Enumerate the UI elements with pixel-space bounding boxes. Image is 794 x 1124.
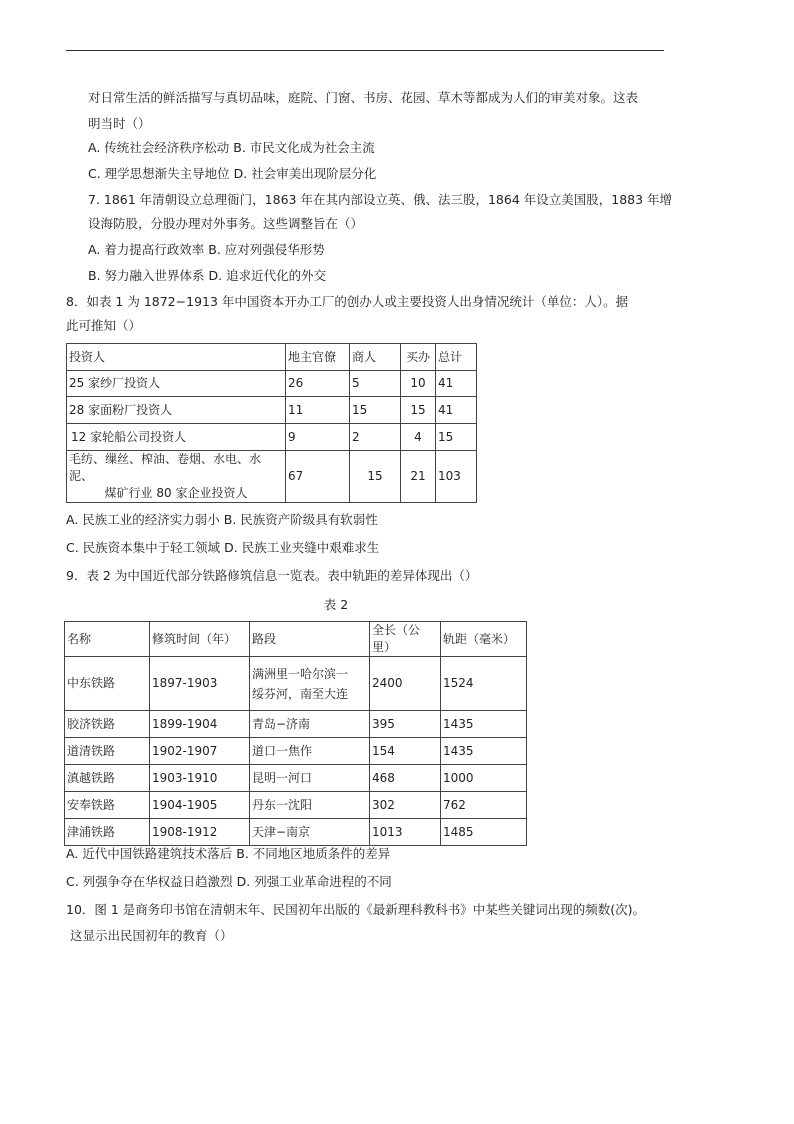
q7-options-cd: B. 努力融入世界体系 D. 追求近代化的外交: [88, 268, 327, 283]
table-cell: 1013: [370, 819, 441, 846]
table-cell: 28 家面粉厂投资人: [67, 397, 286, 424]
table-cell: 4: [401, 424, 436, 451]
q6-continuation-line-2: 明当时（）: [88, 116, 151, 131]
table-row: [67, 397, 477, 424]
header-cell: 总计: [436, 344, 477, 371]
table-2-caption: 表 2: [323, 597, 349, 612]
table-cell: 安奉铁路: [65, 792, 150, 819]
table-row: [65, 765, 527, 792]
table-cell: 395: [370, 711, 441, 738]
header-cell: 修筑时间（年）: [150, 622, 250, 657]
table-cell: 丹东一沈阳: [250, 792, 370, 819]
table-cell: 1899-1904: [150, 711, 250, 738]
cell-text-line: 煤矿行业 80 家企业投资人: [104, 486, 248, 500]
table-row: [65, 792, 527, 819]
table-row: [67, 424, 477, 451]
table-2-railways: [64, 621, 527, 846]
header-cell: 全长（公里）: [370, 622, 441, 657]
header-rule: [66, 50, 664, 51]
table-cell: 5: [350, 371, 401, 397]
table-cell: 道口一焦作: [250, 738, 370, 765]
table-cell: 1000: [441, 765, 527, 792]
header-cell: 路段: [250, 622, 370, 657]
table-cell: 67: [286, 451, 350, 503]
table-cell: 1524: [441, 657, 527, 711]
table-1-investors: [66, 343, 477, 503]
table-cell: 中东铁路: [65, 657, 150, 711]
table-cell: 1902-1907: [150, 738, 250, 765]
header-cell: 投资人: [67, 344, 286, 371]
table-cell: 1897-1903: [150, 657, 250, 711]
header-cell: 商人: [350, 344, 401, 371]
q7-stem-line-1: 7. 1861 年清朝设立总理衙门，1863 年在其内部设立英、俄、法三股，1864 年设立美国股，1883 年增: [88, 192, 673, 207]
table-cell: 1485: [441, 819, 527, 846]
q8-options-ab: A. 民族工业的经济实力弱小 B. 民族资产阶级具有软弱性: [66, 512, 378, 527]
table-cell: 12 家轮船公司投资人: [67, 424, 286, 451]
table-cell: 302: [370, 792, 441, 819]
table-cell: 11: [286, 397, 350, 424]
table-cell: 2: [350, 424, 401, 451]
header-cell: 轨距（毫米）: [441, 622, 527, 657]
table-cell: 21: [401, 451, 436, 503]
table-cell: 1435: [441, 738, 527, 765]
table-cell: 1904-1905: [150, 792, 250, 819]
table-cell: [67, 451, 286, 503]
table-cell: 41: [436, 397, 477, 424]
table-cell: 762: [441, 792, 527, 819]
table-cell: 26: [286, 371, 350, 397]
table-header-row: [67, 344, 477, 371]
table-cell: 10: [401, 371, 436, 397]
table-cell: [250, 657, 370, 711]
q9-stem: 9．表 2 为中国近代部分铁路修筑信息一览表。表中轨距的差异体现出（）: [66, 568, 478, 583]
header-cell: 地主官僚: [286, 344, 350, 371]
table-row: [67, 371, 477, 397]
table-cell: 9: [286, 424, 350, 451]
table-header-row: [65, 622, 527, 657]
table-cell: 道清铁路: [65, 738, 150, 765]
table-cell: 昆明一河口: [250, 765, 370, 792]
table-cell: 1435: [441, 711, 527, 738]
header-cell: 买办: [401, 344, 436, 371]
table-cell: 1908-1912: [150, 819, 250, 846]
table-cell: 2400: [370, 657, 441, 711]
q10-stem-line-1: 10．图 1 是商务印书馆在清朝末年、民国初年出版的《最新理科教科书》中某些关键词出现的频数(次)。: [66, 902, 646, 917]
table-cell: 天津−南京: [250, 819, 370, 846]
q6-options-cd: C. 理学思想渐失主导地位 D. 社会审美出现阶层分化: [88, 166, 377, 181]
table-row: [65, 819, 527, 846]
table-cell: 15: [350, 451, 401, 503]
q8-options-cd: C. 民族资本集中于轻工领域 D. 民族工业夹缝中艰难求生: [66, 540, 380, 555]
table-cell: 胶济铁路: [65, 711, 150, 738]
table-cell: 滇越铁路: [65, 765, 150, 792]
header-cell: 名称: [65, 622, 150, 657]
table-cell: 青岛−济南: [250, 711, 370, 738]
table-cell: 15: [401, 397, 436, 424]
q8-stem-line-1: 8．如表 1 为 1872−1913 年中国资本开办工厂的创办人或主要投资人出身情况统计（单位：人）。据: [66, 294, 629, 309]
cell-text-line: 绥芬河，南至大连: [252, 686, 349, 701]
cell-text-line: 毛纺、缫丝、榨油、卷烟、水电、水泥、: [69, 452, 262, 483]
q6-continuation-line-1: 对日常生活的鲜活描写与真切品味，庭院、门窗、书房、花园、草木等都成为人们的审美对象。这表: [88, 90, 639, 105]
table-row: [65, 738, 527, 765]
table-cell: 468: [370, 765, 441, 792]
table-cell: 103: [436, 451, 477, 503]
table-cell: 41: [436, 371, 477, 397]
table-cell: 1903-1910: [150, 765, 250, 792]
table-cell: 25 家纱厂投资人: [67, 371, 286, 397]
q7-options-ab: A. 着力提高行政效率 B. 应对列强侵华形势: [88, 242, 325, 257]
q8-stem-line-2: 此可推知（）: [66, 318, 142, 333]
q10-stem-line-2: 这显示出民国初年的教育（）: [70, 928, 233, 943]
q7-stem-line-2: 设海防股，分股办理对外事务。这些调整旨在（）: [88, 216, 364, 231]
table-cell: 15: [350, 397, 401, 424]
q9-options-cd: C. 列强争夺在华权益日趋激烈 D. 列强工业革命进程的不同: [66, 874, 392, 889]
table-cell: 154: [370, 738, 441, 765]
table-row: [65, 657, 527, 711]
table-cell: 津浦铁路: [65, 819, 150, 846]
q9-options-ab: A. 近代中国铁路建筑技术落后 B. 不同地区地质条件的差异: [66, 846, 391, 861]
table-row: [67, 451, 477, 503]
q6-options-ab: A. 传统社会经济秩序松动 B. 市民文化成为社会主流: [88, 140, 375, 155]
cell-text-line: 满洲里一哈尔滨一: [252, 666, 349, 681]
table-cell: 15: [436, 424, 477, 451]
table-row: [65, 711, 527, 738]
